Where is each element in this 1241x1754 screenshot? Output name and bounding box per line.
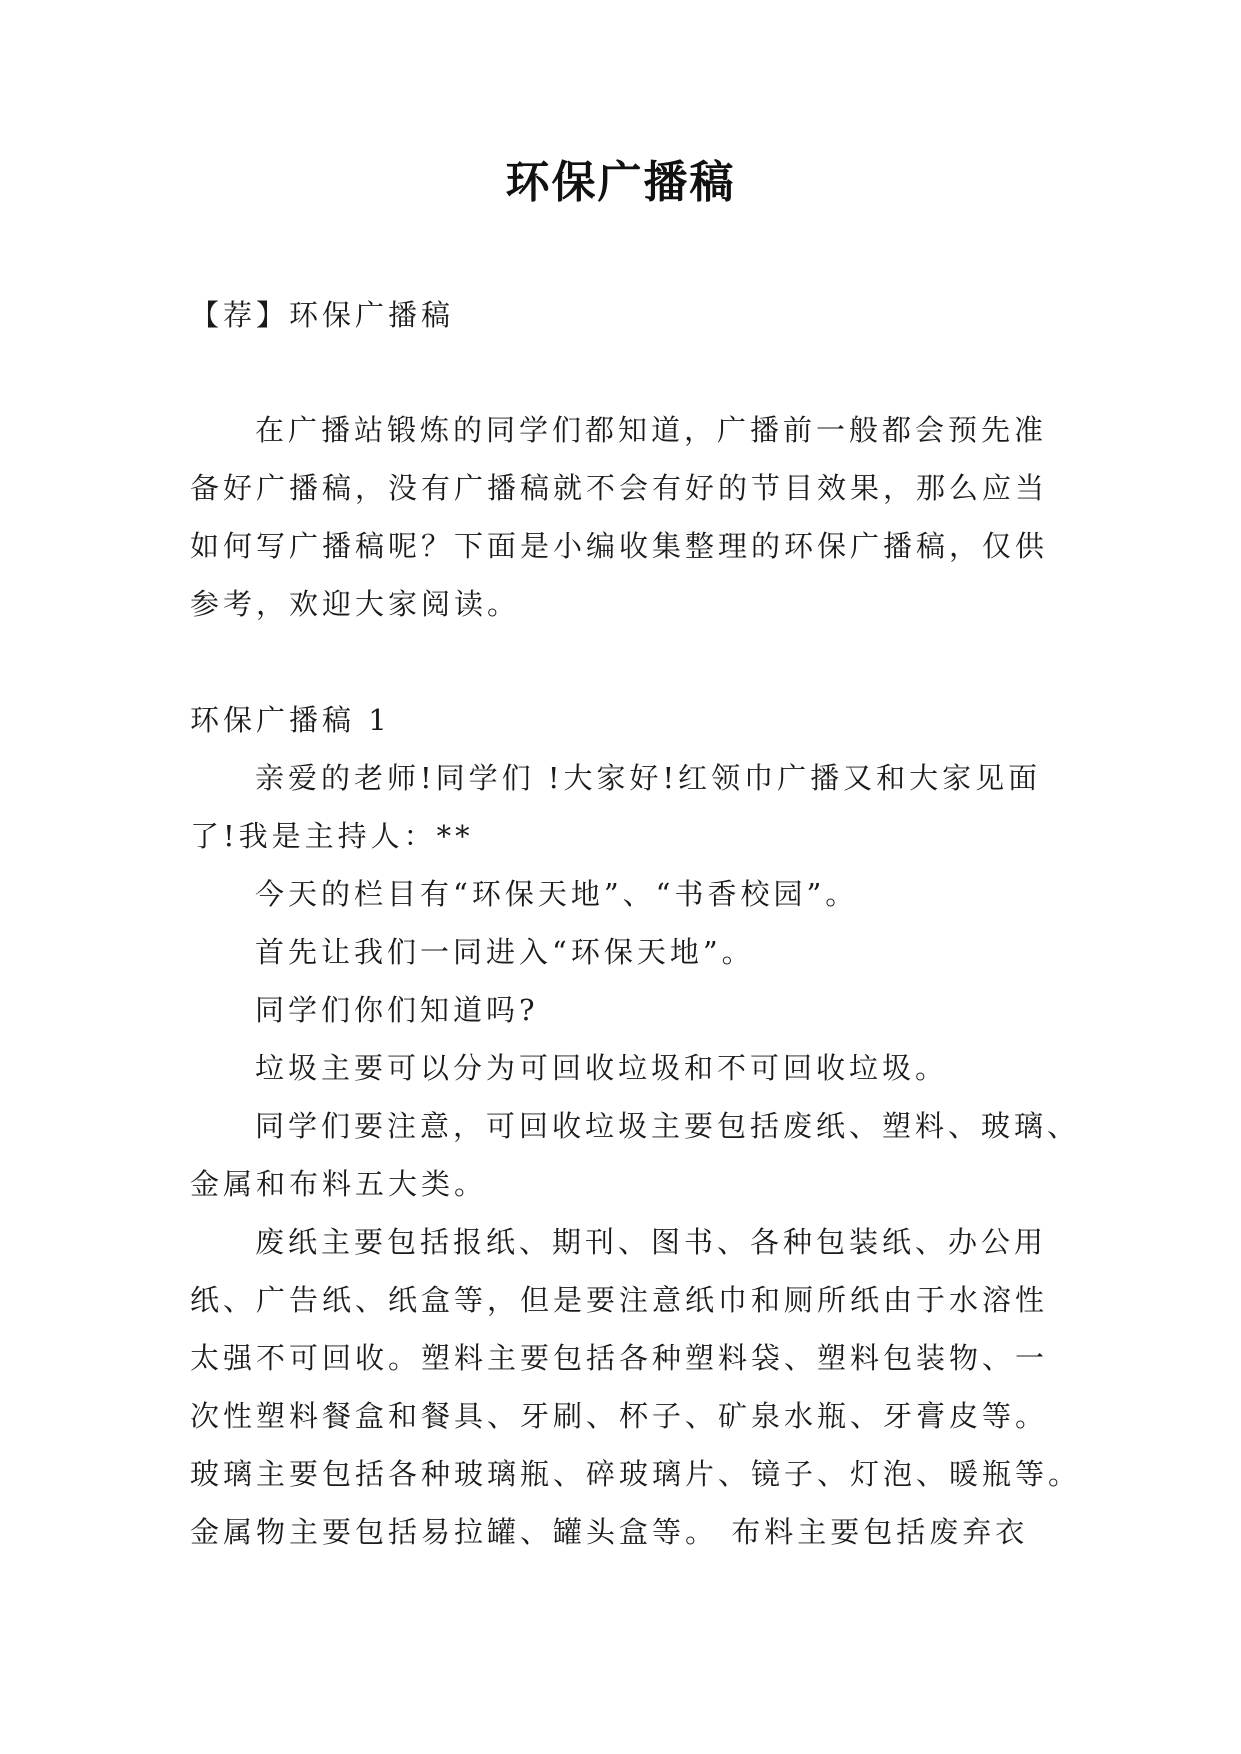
body-line: 纸、广告纸、纸盒等，但是要注意纸巾和厕所纸由于水溶性: [190, 1283, 1049, 1317]
intro-line: 备好广播稿，没有广播稿就不会有好的节目效果，那么应当: [190, 471, 1049, 505]
intro-line: 在广播站锻炼的同学们都知道，广播前一般都会预先准: [255, 413, 1048, 447]
body-line: 首先让我们一同进入“环保天地”。: [255, 935, 755, 969]
body-line: 金属物主要包括易拉罐、罐头盒等。 布料主要包括废弃衣: [190, 1515, 1029, 1549]
intro-line: 参考，欢迎大家阅读。: [190, 587, 521, 621]
body-line: 太强不可回收。塑料主要包括各种塑料袋、塑料包装物、一: [190, 1341, 1049, 1375]
document-title: 环保广播稿: [505, 157, 736, 208]
body-line: 同学们要注意，可回收垃圾主要包括废纸、塑料、玻璃、: [255, 1109, 1081, 1143]
body-line: 亲爱的老师!同学们 !大家好!红领巾广播又和大家见面: [255, 761, 1042, 795]
body-line: 玻璃主要包括各种玻璃瓶、碎玻璃片、镜子、灯泡、暖瓶等。: [190, 1457, 1082, 1491]
body-line: 垃圾主要可以分为可回收垃圾和不可回收垃圾。: [255, 1051, 949, 1085]
intro-line: 如何写广播稿呢？下面是小编收集整理的环保广播稿，仅供: [190, 529, 1049, 563]
body-line: 同学们你们知道吗?: [255, 993, 539, 1027]
body-line: 今天的栏目有“环保天地”、“书香校园”。: [255, 877, 859, 911]
body-line: 金属和布料五大类。: [190, 1167, 488, 1201]
section-heading: 环保广播稿 1: [190, 703, 391, 737]
body-line: 次性塑料餐盒和餐具、牙刷、杯子、矿泉水瓶、牙膏皮等。: [190, 1399, 1049, 1433]
body-line: 了!我是主持人：**: [190, 819, 474, 853]
recommend-line: 【荐】环保广播稿: [190, 298, 455, 332]
body-line: 废纸主要包括报纸、期刊、图书、各种包装纸、办公用: [255, 1225, 1048, 1259]
